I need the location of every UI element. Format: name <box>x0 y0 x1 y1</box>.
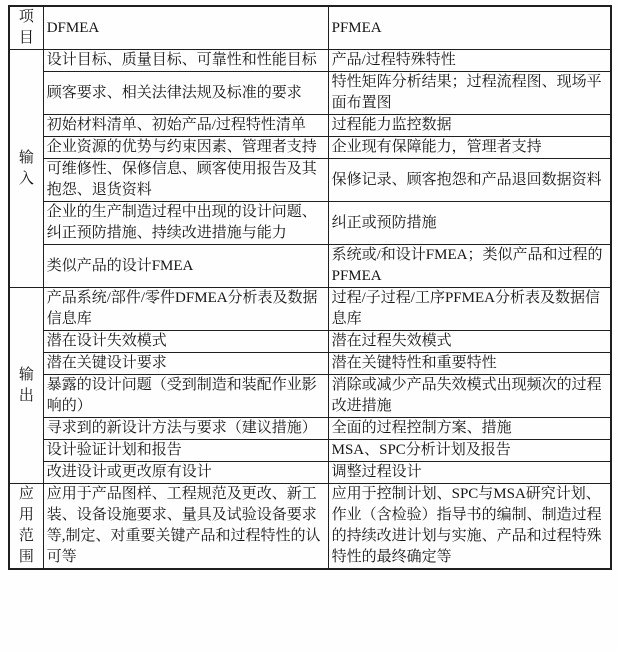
pfmea-cell: 潜在关键特性和重要特性 <box>328 353 611 375</box>
table-row <box>9 245 611 288</box>
section-label-input: 输入 <box>9 50 43 288</box>
table-row <box>9 418 611 440</box>
table-row <box>9 72 611 115</box>
pfmea-cell: 调整过程设计 <box>328 462 611 484</box>
dfmea-cell: 可维修性、保修信息、顾客使用报告及其抱怨、退货资料 <box>43 159 328 202</box>
table-row <box>9 375 611 418</box>
table-header-row <box>9 6 611 50</box>
table-row <box>9 484 611 570</box>
section-label-scope: 应用范围 <box>9 484 43 570</box>
dfmea-cell: 产品系统/部件/零件DFMEA分析表及数据信息库 <box>43 288 328 331</box>
table-row <box>9 202 611 245</box>
table-row <box>9 50 611 72</box>
dfmea-cell: 改进设计或更改原有设计 <box>43 462 328 484</box>
table-row <box>9 462 611 484</box>
dfmea-cell: 寻求到的新设计方法与要求（建议措施） <box>43 418 328 440</box>
table-row <box>9 353 611 375</box>
table-row <box>9 288 611 331</box>
section-label-output: 输出 <box>9 288 43 484</box>
table-row <box>9 440 611 462</box>
dfmea-cell: 设计目标、质量目标、可靠性和性能目标 <box>43 50 328 72</box>
table-row <box>9 331 611 353</box>
pfmea-cell: 产品/过程特殊特性 <box>328 50 611 72</box>
fmea-comparison-table <box>8 5 612 570</box>
dfmea-cell: 暴露的设计问题（受到制造和装配作业影响的） <box>43 375 328 418</box>
pfmea-cell: 保修记录、顾客抱怨和产品退回数据资料 <box>328 159 611 202</box>
table-row <box>9 159 611 202</box>
dfmea-cell: 应用于产品图样、工程规范及更改、新工装、设备设施要求、量具及试验设备要求等,制定、对重要关键产品和过程特性的认可等 <box>43 484 328 570</box>
dfmea-cell: 类似产品的设计FMEA <box>43 245 328 288</box>
pfmea-cell: 消除或减少产品失效模式出现频次的过程改进措施 <box>328 375 611 418</box>
dfmea-cell: 设计验证计划和报告 <box>43 440 328 462</box>
pfmea-cell: 应用于控制计划、SPC与MSA研究计划、作业（含检验）指导书的编制、制造过程的持续改进计划与实施、产品和过程特殊特性的最终确定等 <box>328 484 611 570</box>
dfmea-cell: 初始材料清单、初始产品/过程特性清单 <box>43 115 328 137</box>
header-item: 项目 <box>9 6 43 50</box>
table-row <box>9 137 611 159</box>
pfmea-cell: 过程/子过程/工序PFMEA分析表及数据信息库 <box>328 288 611 331</box>
dfmea-cell: 潜在设计失效模式 <box>43 331 328 353</box>
pfmea-cell: 纠正或预防措施 <box>328 202 611 245</box>
header-pfmea: PFMEA <box>328 6 611 50</box>
pfmea-cell: MSA、SPC分析计划及报告 <box>328 440 611 462</box>
pfmea-cell: 系统或/和设计FMEA；类似产品和过程的PFMEA <box>328 245 611 288</box>
pfmea-cell: 企业现有保障能力，管理者支持 <box>328 137 611 159</box>
dfmea-cell: 顾客要求、相关法律法规及标准的要求 <box>43 72 328 115</box>
dfmea-cell: 企业的生产制造过程中出现的设计问题、纠正预防措施、持续改进措施与能力 <box>43 202 328 245</box>
dfmea-cell: 企业资源的优势与约束因素、管理者支持 <box>43 137 328 159</box>
pfmea-cell: 过程能力监控数据 <box>328 115 611 137</box>
dfmea-cell: 潜在关键设计要求 <box>43 353 328 375</box>
table-row <box>9 115 611 137</box>
pfmea-cell: 全面的过程控制方案、措施 <box>328 418 611 440</box>
pfmea-cell: 特性矩阵分析结果；过程流程图、现场平面布置图 <box>328 72 611 115</box>
pfmea-cell: 潜在过程失效模式 <box>328 331 611 353</box>
header-dfmea: DFMEA <box>43 6 328 50</box>
